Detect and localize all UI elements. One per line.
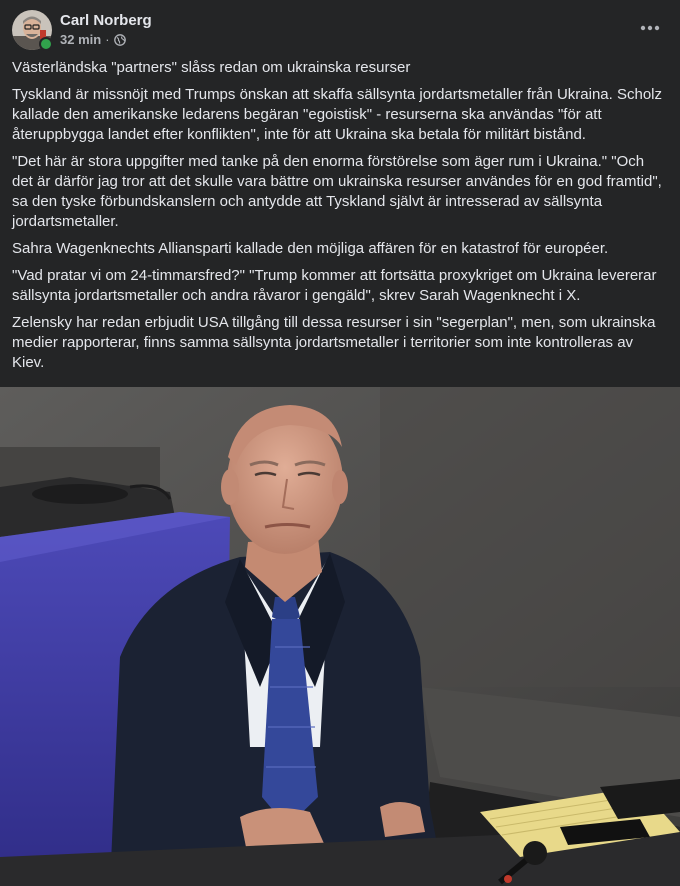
post-timestamp[interactable]: 32 min bbox=[60, 32, 102, 47]
more-horizontal-icon bbox=[640, 25, 660, 31]
post-paragraph-title: Västerländska "partners" slåss redan om ukrainska resurser bbox=[12, 59, 411, 76]
post-paragraph: "Vad pratar vi om 24-timmarsfred?" "Trump kommer att fortsätta proxykriget om Ukraina levererar sällsynta jordartsmetaller och andra råvaror i gengäld", skrev Sarah Wagenknecht i X. bbox=[12, 267, 657, 304]
meta-separator: · bbox=[105, 32, 110, 47]
globe-icon bbox=[114, 34, 126, 46]
more-options-button[interactable] bbox=[632, 14, 668, 42]
author-name[interactable]: Carl Norberg bbox=[60, 12, 152, 29]
online-status-indicator bbox=[39, 37, 53, 51]
post-paragraph: Sahra Wagenknechts Alliansparti kallade den möjliga affären för en katastrof för européer. bbox=[12, 240, 609, 257]
post-photo[interactable] bbox=[0, 387, 680, 886]
post-paragraph: "Det här är stora uppgifter med tanke på den enorma förstörelse som äger rum i Ukraina." "Och det är därför jag tror att det skulle vara bättre om ukrainska resurser användes för en god framtid", sa den tyske förbundskanslern och antydde att Tyskland självt är intresserad av sällsynta jordartsmetaller. bbox=[12, 153, 662, 230]
post-meta bbox=[60, 32, 126, 47]
post-header bbox=[0, 0, 680, 56]
post-paragraph: Tyskland är missnöjt med Trumps önskan att skaffa sällsynta jordartsmetaller från Ukraina. Scholz kallade den amerikanske ledarens begäran "egoistisk" - resurserna ska användas "för att återuppbygga landet efter konflikten", inte för att Ukraina ska betala för militärt bistånd. bbox=[12, 86, 662, 143]
post-body bbox=[12, 58, 668, 380]
post-paragraph: Zelensky har redan erbjudit USA tillgång till dessa resurser i sin "segerplan", men, som ukrainska medier rapporterar, finns samma sällsynta jordartsmetaller i territorier som inte kontrolleras av Kiev. bbox=[12, 314, 656, 371]
